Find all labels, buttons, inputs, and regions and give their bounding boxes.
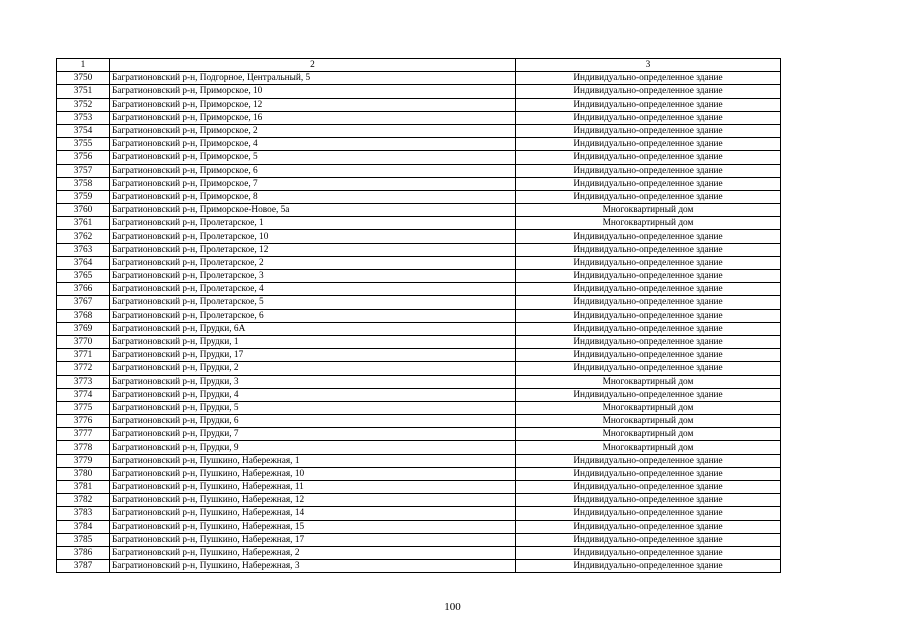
row-address: Багратионовский р-н, Приморское, 12 bbox=[110, 98, 516, 111]
row-address: Багратионовский р-н, Приморское, 16 bbox=[110, 111, 516, 124]
header-col-1: 1 bbox=[57, 59, 110, 72]
header-col-2: 2 bbox=[110, 59, 516, 72]
row-address: Багратионовский р-н, Прудки, 2 bbox=[110, 362, 516, 375]
row-address: Багратионовский р-н, Пушкино, Набережная, 11 bbox=[110, 481, 516, 494]
page-number: 100 bbox=[444, 601, 461, 613]
row-number: 3755 bbox=[57, 138, 110, 151]
table-row bbox=[57, 190, 781, 203]
row-number: 3780 bbox=[57, 467, 110, 480]
table-row bbox=[57, 467, 781, 480]
table-row bbox=[57, 375, 781, 388]
row-address: Багратионовский р-н, Пушкино, Набережная, 2 bbox=[110, 546, 516, 559]
table-body bbox=[57, 72, 781, 573]
row-object-type: Индивидуально-определенное здание bbox=[516, 151, 781, 164]
table-row bbox=[57, 98, 781, 111]
row-object-type: Многоквартирный дом bbox=[516, 441, 781, 454]
row-object-type: Многоквартирный дом bbox=[516, 204, 781, 217]
table-row bbox=[57, 415, 781, 428]
table-row bbox=[57, 270, 781, 283]
row-number: 3770 bbox=[57, 335, 110, 348]
row-number: 3783 bbox=[57, 507, 110, 520]
table-row bbox=[57, 349, 781, 362]
row-address: Багратионовский р-н, Пролетарское, 6 bbox=[110, 309, 516, 322]
table-row bbox=[57, 428, 781, 441]
row-object-type: Индивидуально-определенное здание bbox=[516, 190, 781, 203]
row-address: Багратионовский р-н, Приморское, 7 bbox=[110, 177, 516, 190]
row-object-type: Индивидуально-определенное здание bbox=[516, 560, 781, 573]
row-object-type: Многоквартирный дом bbox=[516, 428, 781, 441]
row-number: 3784 bbox=[57, 520, 110, 533]
row-address: Багратионовский р-н, Приморское-Новое, 5а bbox=[110, 204, 516, 217]
row-address: Багратионовский р-н, Приморское, 4 bbox=[110, 138, 516, 151]
row-address: Багратионовский р-н, Прудки, 9 bbox=[110, 441, 516, 454]
table-row bbox=[57, 283, 781, 296]
row-object-type: Индивидуально-определенное здание bbox=[516, 481, 781, 494]
row-number: 3787 bbox=[57, 560, 110, 573]
table-row bbox=[57, 296, 781, 309]
row-object-type: Индивидуально-определенное здание bbox=[516, 164, 781, 177]
table-row bbox=[57, 362, 781, 375]
row-number: 3782 bbox=[57, 494, 110, 507]
table-row bbox=[57, 230, 781, 243]
table-row bbox=[57, 520, 781, 533]
row-object-type: Индивидуально-определенное здание bbox=[516, 322, 781, 335]
row-address: Багратионовский р-н, Пролетарское, 12 bbox=[110, 243, 516, 256]
row-number: 3751 bbox=[57, 85, 110, 98]
row-number: 3781 bbox=[57, 481, 110, 494]
row-object-type: Индивидуально-определенное здание bbox=[516, 335, 781, 348]
row-address: Багратионовский р-н, Прудки, 17 bbox=[110, 349, 516, 362]
row-address: Багратионовский р-н, Пролетарское, 3 bbox=[110, 270, 516, 283]
row-object-type: Индивидуально-определенное здание bbox=[516, 111, 781, 124]
table-row bbox=[57, 177, 781, 190]
row-number: 3777 bbox=[57, 428, 110, 441]
row-number: 3760 bbox=[57, 204, 110, 217]
row-object-type: Многоквартирный дом bbox=[516, 415, 781, 428]
row-address: Багратионовский р-н, Пролетарское, 2 bbox=[110, 256, 516, 269]
table-row bbox=[57, 309, 781, 322]
row-address: Багратионовский р-н, Прудки, 5 bbox=[110, 401, 516, 414]
table-row bbox=[57, 322, 781, 335]
table-row bbox=[57, 454, 781, 467]
row-number: 3763 bbox=[57, 243, 110, 256]
table-row bbox=[57, 388, 781, 401]
row-number: 3750 bbox=[57, 72, 110, 85]
row-address: Багратионовский р-н, Подгорное, Центральный, 5 bbox=[110, 72, 516, 85]
row-object-type: Индивидуально-определенное здание bbox=[516, 85, 781, 98]
table-row bbox=[57, 204, 781, 217]
row-object-type: Индивидуально-определенное здание bbox=[516, 507, 781, 520]
row-number: 3779 bbox=[57, 454, 110, 467]
row-number: 3775 bbox=[57, 401, 110, 414]
row-number: 3765 bbox=[57, 270, 110, 283]
table-row bbox=[57, 124, 781, 137]
table-row bbox=[57, 401, 781, 414]
row-number: 3754 bbox=[57, 124, 110, 137]
row-number: 3756 bbox=[57, 151, 110, 164]
row-object-type: Многоквартирный дом bbox=[516, 217, 781, 230]
row-address: Багратионовский р-н, Пролетарское, 10 bbox=[110, 230, 516, 243]
table-row bbox=[57, 560, 781, 573]
row-address: Багратионовский р-н, Пролетарское, 5 bbox=[110, 296, 516, 309]
table-row bbox=[57, 72, 781, 85]
row-address: Багратионовский р-н, Приморское, 6 bbox=[110, 164, 516, 177]
table-row bbox=[57, 243, 781, 256]
row-object-type: Индивидуально-определенное здание bbox=[516, 138, 781, 151]
row-object-type: Индивидуально-определенное здание bbox=[516, 296, 781, 309]
row-address: Багратионовский р-н, Приморское, 8 bbox=[110, 190, 516, 203]
row-object-type: Индивидуально-определенное здание bbox=[516, 467, 781, 480]
row-object-type: Индивидуально-определенное здание bbox=[516, 283, 781, 296]
table-row bbox=[57, 507, 781, 520]
row-object-type: Индивидуально-определенное здание bbox=[516, 546, 781, 559]
table-row bbox=[57, 335, 781, 348]
row-address: Багратионовский р-н, Прудки, 4 bbox=[110, 388, 516, 401]
row-address: Багратионовский р-н, Пушкино, Набережная, 1 bbox=[110, 454, 516, 467]
row-address: Багратионовский р-н, Пролетарское, 1 bbox=[110, 217, 516, 230]
row-object-type: Индивидуально-определенное здание bbox=[516, 362, 781, 375]
row-address: Багратионовский р-н, Прудки, 3 bbox=[110, 375, 516, 388]
table-row bbox=[57, 85, 781, 98]
row-number: 3771 bbox=[57, 349, 110, 362]
row-number: 3752 bbox=[57, 98, 110, 111]
row-number: 3774 bbox=[57, 388, 110, 401]
row-object-type: Индивидуально-определенное здание bbox=[516, 98, 781, 111]
row-number: 3768 bbox=[57, 309, 110, 322]
row-address: Багратионовский р-н, Пушкино, Набережная, 14 bbox=[110, 507, 516, 520]
row-address: Багратионовский р-н, Пушкино, Набережная, 12 bbox=[110, 494, 516, 507]
table-row bbox=[57, 151, 781, 164]
row-number: 3778 bbox=[57, 441, 110, 454]
row-address: Багратионовский р-н, Прудки, 1 bbox=[110, 335, 516, 348]
row-object-type: Индивидуально-определенное здание bbox=[516, 533, 781, 546]
row-number: 3757 bbox=[57, 164, 110, 177]
row-number: 3786 bbox=[57, 546, 110, 559]
row-object-type: Многоквартирный дом bbox=[516, 401, 781, 414]
table-header bbox=[57, 59, 781, 72]
row-object-type: Индивидуально-определенное здание bbox=[516, 256, 781, 269]
row-number: 3773 bbox=[57, 375, 110, 388]
row-object-type: Многоквартирный дом bbox=[516, 375, 781, 388]
row-object-type: Индивидуально-определенное здание bbox=[516, 309, 781, 322]
row-number: 3767 bbox=[57, 296, 110, 309]
row-object-type: Индивидуально-определенное здание bbox=[516, 72, 781, 85]
row-number: 3766 bbox=[57, 283, 110, 296]
row-address: Багратионовский р-н, Пушкино, Набережная, 10 bbox=[110, 467, 516, 480]
table-row bbox=[57, 138, 781, 151]
row-number: 3761 bbox=[57, 217, 110, 230]
row-number: 3759 bbox=[57, 190, 110, 203]
header-col-3: 3 bbox=[516, 59, 781, 72]
row-address: Багратионовский р-н, Пушкино, Набережная, 15 bbox=[110, 520, 516, 533]
row-address: Багратионовский р-н, Пушкино, Набережная, 3 bbox=[110, 560, 516, 573]
table-row bbox=[57, 481, 781, 494]
row-number: 3762 bbox=[57, 230, 110, 243]
row-object-type: Индивидуально-определенное здание bbox=[516, 349, 781, 362]
row-object-type: Индивидуально-определенное здание bbox=[516, 494, 781, 507]
row-number: 3753 bbox=[57, 111, 110, 124]
row-number: 3785 bbox=[57, 533, 110, 546]
row-object-type: Индивидуально-определенное здание bbox=[516, 454, 781, 467]
table-row bbox=[57, 217, 781, 230]
row-address: Багратионовский р-н, Прудки, 6 bbox=[110, 415, 516, 428]
row-number: 3764 bbox=[57, 256, 110, 269]
row-object-type: Индивидуально-определенное здание bbox=[516, 124, 781, 137]
row-address: Багратионовский р-н, Приморское, 5 bbox=[110, 151, 516, 164]
row-object-type: Индивидуально-определенное здание bbox=[516, 243, 781, 256]
table-row bbox=[57, 494, 781, 507]
row-object-type: Индивидуально-определенное здание bbox=[516, 177, 781, 190]
table-row bbox=[57, 111, 781, 124]
table-row bbox=[57, 256, 781, 269]
row-number: 3776 bbox=[57, 415, 110, 428]
row-address: Багратионовский р-н, Прудки, 6А bbox=[110, 322, 516, 335]
table-row bbox=[57, 164, 781, 177]
table-row bbox=[57, 441, 781, 454]
register-table bbox=[56, 58, 781, 573]
row-address: Багратионовский р-н, Приморское, 10 bbox=[110, 85, 516, 98]
row-address: Багратионовский р-н, Приморское, 2 bbox=[110, 124, 516, 137]
row-number: 3758 bbox=[57, 177, 110, 190]
row-address: Багратионовский р-н, Пушкино, Набережная, 17 bbox=[110, 533, 516, 546]
row-address: Багратионовский р-н, Пролетарское, 4 bbox=[110, 283, 516, 296]
row-object-type: Индивидуально-определенное здание bbox=[516, 270, 781, 283]
row-object-type: Индивидуально-определенное здание bbox=[516, 388, 781, 401]
row-object-type: Индивидуально-определенное здание bbox=[516, 230, 781, 243]
row-number: 3769 bbox=[57, 322, 110, 335]
row-address: Багратионовский р-н, Прудки, 7 bbox=[110, 428, 516, 441]
table-row bbox=[57, 546, 781, 559]
row-number: 3772 bbox=[57, 362, 110, 375]
row-object-type: Индивидуально-определенное здание bbox=[516, 520, 781, 533]
header-row bbox=[57, 59, 781, 72]
table-row bbox=[57, 533, 781, 546]
